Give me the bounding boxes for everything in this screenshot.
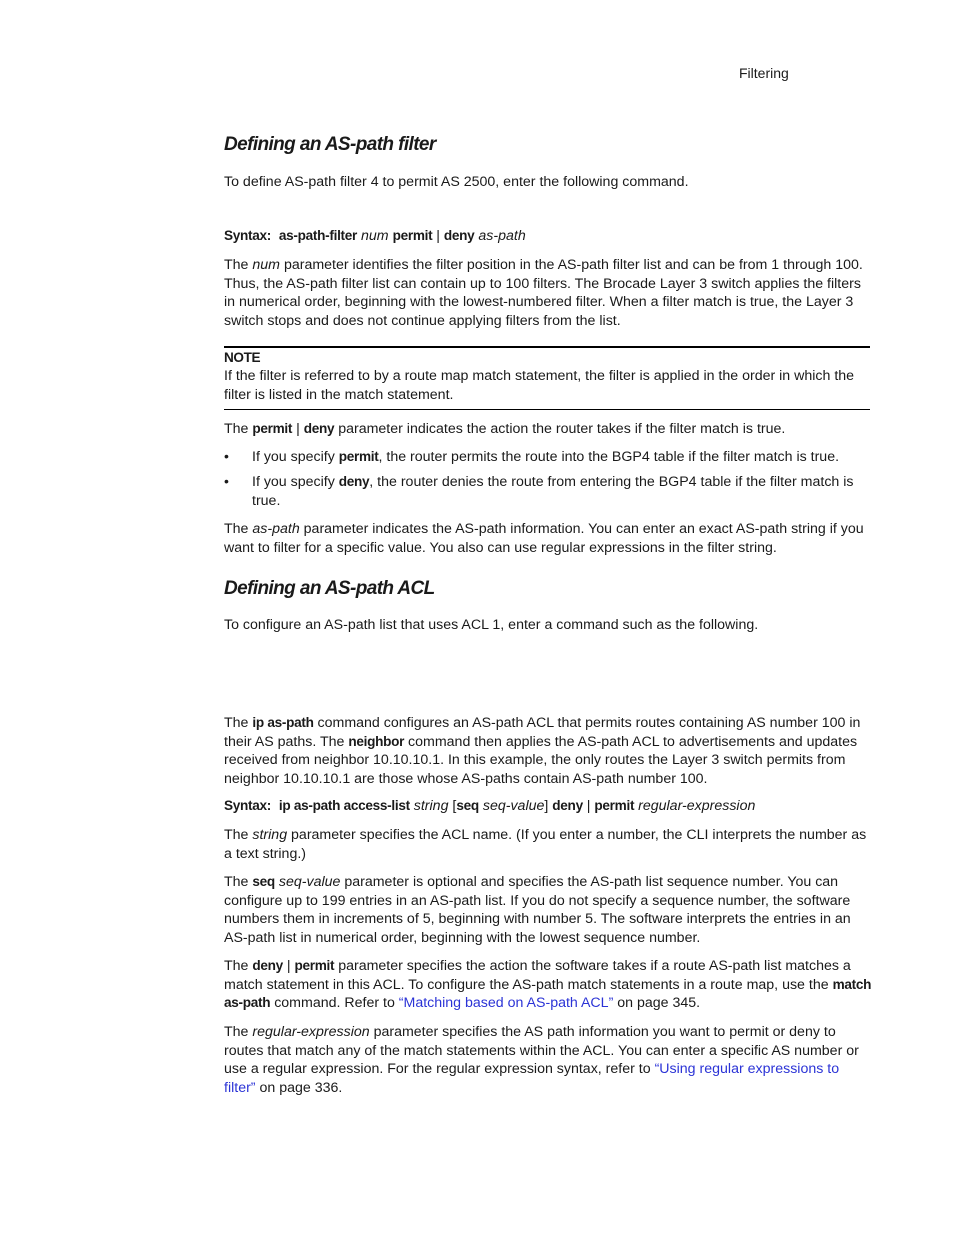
syntax-arg-num: num [361,228,389,244]
text: The [224,958,253,974]
text: parameter indicates the action the router takes if the filter match is true. [334,421,786,437]
bullet-symbol: • [224,473,229,489]
intro-as-path-acl: To configure an AS-path list that uses ACL 1, enter a command such as the following. [224,617,759,633]
kw-permit: permit [338,449,379,464]
text: The [224,715,253,731]
term-seq-value: seq-value [278,874,341,890]
syntax-arg-as-path: as-path [478,228,526,244]
separator: | [296,421,300,437]
bullet-symbol: • [224,448,229,464]
text: parameter indicates the AS-path information. You can enter an exact AS-path string if you want to filter for a specific value. You also can use regular expressions in the filter string. [224,521,864,556]
note-label: NOTE [224,350,261,365]
bullet-permit [252,448,872,467]
text: The [224,521,253,537]
note-top-rule [224,346,870,348]
kw-permit: permit [252,421,293,436]
syntax-arg-string: string [413,798,449,814]
syntax-label: Syntax: [224,228,272,243]
note-bottom-rule [224,409,870,410]
syntax-kw-permit: permit [392,228,433,243]
kw-deny: deny [303,421,335,436]
syntax-bracket-open: [ [452,798,457,814]
syntax-label: Syntax: [224,798,272,813]
kw-match-as-path: match as-path [224,976,872,1011]
xref-regular-expressions-link[interactable]: “Using regular expressions to filter” [224,1061,840,1097]
as-path-parameter-paragraph [224,520,872,557]
ip-as-path-paragraph [224,714,872,789]
syntax-separator: | [586,798,591,814]
text: command configures an AS-path ACL that permits routes containing AS number 100 in their AS paths. The [224,715,861,750]
text: command then applies the AS-path ACL to advertisements and updates received from neighbor 10.10.10.1. In this example, the only routes the Layer 3 switch permits from neighbor 10.10.10.1 are those whose AS-paths contain AS-path number 100. [224,733,858,788]
text: The [224,421,253,437]
syntax-bracket-close: ] [544,798,549,814]
kw-seq: seq [252,874,275,889]
heading-as-path-acl: Defining an AS-path ACL [224,578,435,599]
text: parameter is optional and specifies the AS-path list sequence number. You can configure up to 199 entries in an AS-path list. If you do not specify a sequence number, the software numbers them in increments of 5, beginning with number 5. The software interprets the entries in an AS-path list in numerical order, beginning with the lowest sequence number. [224,874,851,947]
text: parameter specifies the action the software takes if a route AS-path list matches a match statement in this ACL. To configure the AS-path match statements in a route map, use the [224,958,851,993]
syntax-arg-regular-expression: regular-expression [638,798,756,814]
heading-as-path-filter: Defining an AS-path filter [224,134,436,155]
seq-parameter-paragraph [224,873,872,948]
text: If you specify [252,449,339,465]
syntax-command: ip as-path access-list [278,798,410,813]
bullet-deny [252,473,872,510]
syntax-ip-as-path-access-list [224,798,755,814]
separator: | [286,958,291,974]
kw-neighbor: neighbor [348,733,405,749]
text: The [224,257,253,273]
kw-permit: permit [294,958,335,973]
note-text: If the filter is referred to by a route map match statement, the filter is applied in the order in which the filter is listed in the match statement. [224,368,855,403]
string-parameter-paragraph [224,826,872,863]
syntax-as-path-filter [224,228,526,244]
text: parameter specifies the AS path information you want to permit or deny to routes that match any of the match statements within the ACL. You can enter a specific AS number or use a regular expression. For the regular expression syntax, refer to [224,1024,859,1078]
kw-deny: deny [338,474,370,489]
text: , the router denies the route from entering the BGP4 table if the filter match is true. [252,474,854,509]
kw-ip-as-path: ip as-path [252,715,314,730]
text: parameter specifies the ACL name. (If you enter a number, the CLI interprets the number as a text string.) [224,827,867,862]
syntax-separator: | [436,228,440,244]
syntax-command: as-path-filter [278,228,358,243]
syntax-kw-deny: deny [443,228,475,243]
kw-deny: deny [252,958,283,973]
permit-deny-paragraph [224,420,872,439]
intro-as-path-filter: To define AS-path filter 4 to permit AS 2500, enter the following command. [224,174,689,190]
num-parameter-paragraph [224,256,872,331]
text: parameter identifies the filter position in the AS-path filter list and can be from 1 through 100. Thus, the AS-path filter list can contain up to 100 filters. The Brocade Layer 3 switch applies the filters in numerical order, beginning with the lowest-numbered filter. When a filter match is true, the Layer 3 switch stops and does not continue applying filters from the list. [224,257,863,330]
syntax-arg-seq-value: seq-value [482,798,545,814]
text: command. Refer to [270,995,399,1012]
text: The [224,874,253,890]
text: , the router permits the route into the BGP4 table if the filter match is true. [378,449,840,465]
text: on page 345. [613,995,701,1012]
term-as-path: as-path [252,521,300,537]
term-string: string [252,827,288,843]
text: If you specify [252,474,339,490]
term-regular-expression: regular-expression [252,1024,370,1040]
syntax-kw-deny: deny [552,798,583,813]
text: on page 336. [255,1080,343,1097]
text: The [224,827,253,843]
xref-matching-as-path-acl-link[interactable]: “Matching based on AS-path ACL” [398,995,614,1012]
regular-expression-paragraph [224,1023,872,1098]
deny-permit-paragraph [224,957,872,1013]
text: The [224,1024,253,1040]
syntax-kw-seq: seq [456,798,479,813]
running-header: Filtering [739,65,789,81]
term-num: num [252,257,280,273]
syntax-kw-permit: permit [594,798,635,813]
